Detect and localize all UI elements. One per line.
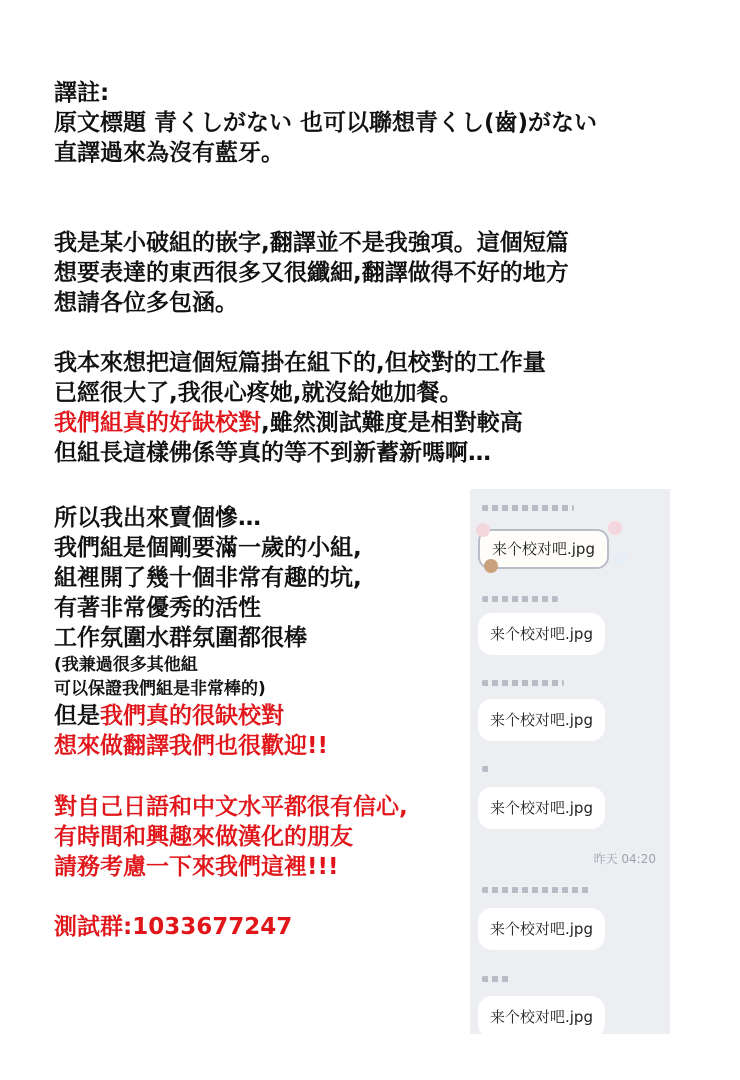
p2-line: 我本來想把這個短篇掛在組下的,但校對的工作量 — [54, 350, 546, 376]
chat-bubble — [478, 996, 605, 1034]
p3-line: 工作氛圍水群氛圍都很棒 — [54, 625, 307, 651]
intro-paragraph — [54, 228, 569, 318]
p3-line-mixed — [54, 701, 362, 731]
paragraph-recruit — [54, 503, 362, 761]
test-group-number: 測試群:1033677247 — [54, 914, 293, 940]
p4-line: 請務考慮一下來我們這裡!!! — [54, 854, 339, 880]
intro-line: 想要表達的東西很多又很纖細,翻譯做得不好的地方 — [54, 260, 569, 286]
sticker-decoration-icon — [608, 521, 622, 535]
p3-red-text: 我們真的很缺校對 — [100, 703, 284, 729]
sticker-decoration-icon — [484, 559, 498, 573]
note-line: 原文標題 青くしがない 也可以聯想青くし(齒)がない — [54, 110, 598, 136]
chat-message-text: 来个校对吧.jpg — [492, 540, 595, 558]
note-line: 直譯過來為沒有藍牙。 — [54, 140, 284, 166]
sticker-decoration-icon — [614, 551, 628, 565]
p3-line: 所以我出來賣個慘… — [54, 505, 261, 531]
p3-line: 組裡開了幾十個非常有趣的坑, — [54, 565, 362, 591]
blurred-nickname — [482, 976, 510, 982]
chat-message-text: 来个校对吧.jpg — [490, 920, 593, 938]
blurred-nickname — [482, 680, 564, 686]
p3-line: 有著非常優秀的活性 — [54, 595, 261, 621]
p2-line: 已經很大了,我很心疼她,就沒給她加餐。 — [54, 380, 463, 406]
chat-screenshot — [470, 489, 670, 1034]
test-group — [54, 912, 292, 942]
p3-red-line: 想來做翻譯我們也很歡迎!! — [54, 733, 328, 759]
chat-message-text: 来个校对吧.jpg — [490, 799, 593, 817]
intro-line: 想請各位多包涵。 — [54, 290, 238, 316]
sticker-decoration-icon — [476, 523, 490, 537]
p3-black-text: 但是 — [54, 703, 100, 729]
p2-line-mixed — [54, 408, 546, 438]
chat-bubble — [478, 787, 605, 829]
note-heading: 譯註: — [54, 80, 110, 106]
paragraph-proofreader-need — [54, 348, 546, 468]
p3-small-line: (我兼過很多其他組 — [54, 655, 198, 675]
paragraph-invitation — [54, 792, 408, 882]
blurred-nickname — [482, 505, 574, 511]
p3-line: 我們組是個剛要滿一歲的小組, — [54, 535, 362, 561]
p3-small-line: 可以保證我們組是非常棒的) — [54, 679, 266, 699]
p2-red-text: 我們組真的好缺校對 — [54, 410, 261, 436]
blurred-nickname — [482, 766, 490, 772]
chat-message-text: 来个校对吧.jpg — [490, 711, 593, 729]
p4-line: 對自己日語和中文水平都很有信心, — [54, 794, 408, 820]
chat-bubble — [478, 613, 605, 655]
p2-black-text: ,雖然測試難度是相對較高 — [261, 410, 523, 436]
chat-message-text: 来个校对吧.jpg — [490, 625, 593, 643]
intro-line: 我是某小破組的嵌字,翻譯並不是我強項。這個短篇 — [54, 230, 569, 256]
blurred-nickname — [482, 596, 558, 602]
blurred-nickname — [482, 887, 592, 893]
chat-timestamp: 昨天 04:20 — [593, 852, 656, 866]
chat-bubble — [478, 699, 605, 741]
p4-line: 有時間和興趣來做漢化的朋友 — [54, 824, 353, 850]
chat-message-text: 来个校对吧.jpg — [490, 1008, 593, 1026]
translator-note — [54, 78, 597, 168]
chat-bubble — [478, 908, 605, 950]
p2-line: 但組長這樣佛係等真的等不到新蓄新嗎啊… — [54, 440, 491, 466]
